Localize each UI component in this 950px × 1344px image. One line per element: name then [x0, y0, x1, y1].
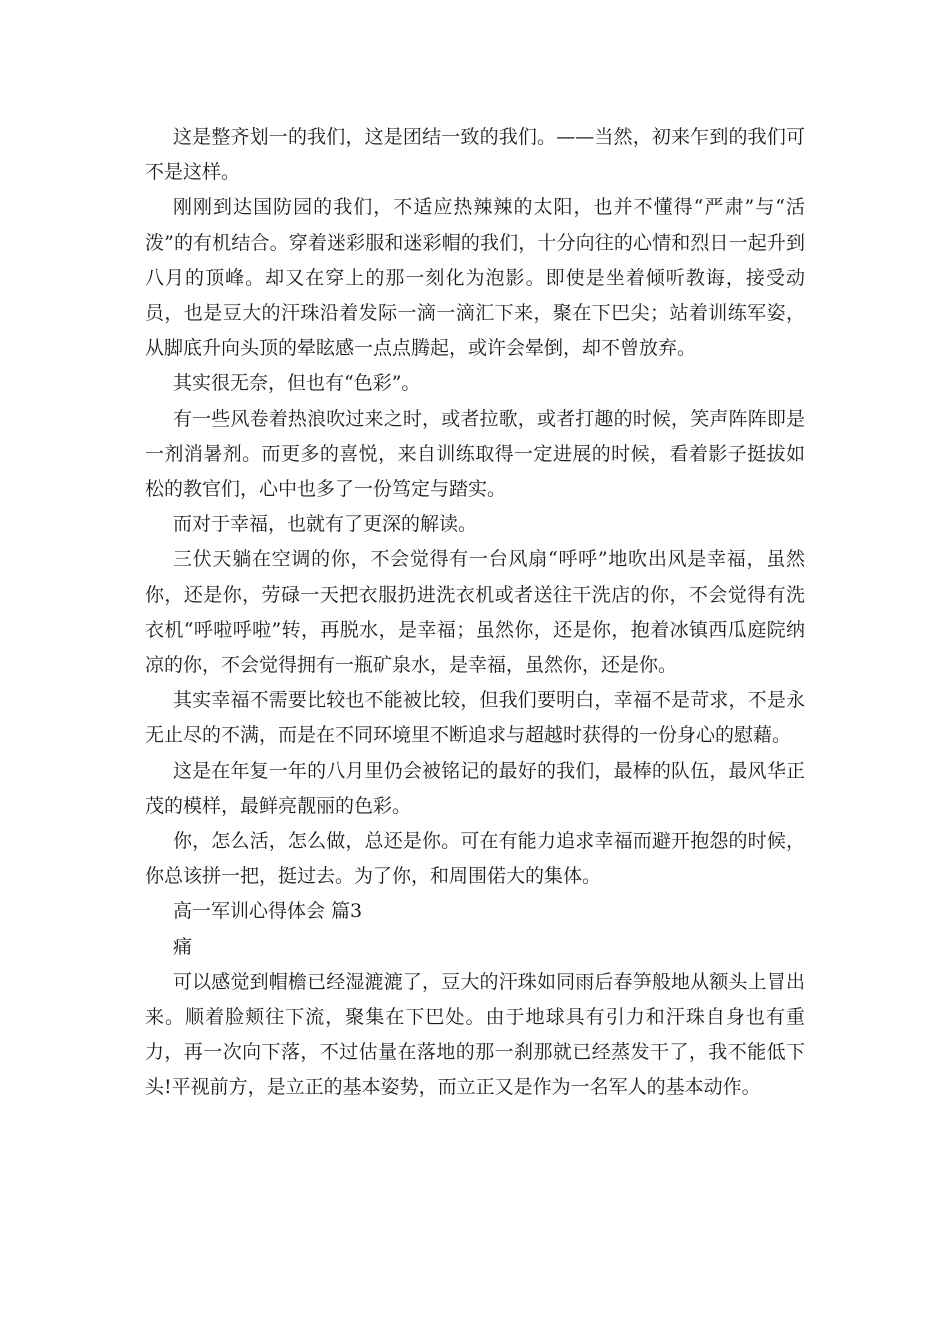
- paragraph-4: 有一些风卷着热浪吹过来之时，或者拉歌，或者打趣的时候，笑声阵阵即是一剂消暑剂。而更多的喜悦，来自训练取得一定进展的时候，看着影子挺拔如松的教官们，心中也多了一份笃定与踏实。: [145, 407, 805, 501]
- paragraph-3: 其实很无奈，但也有“色彩”。: [173, 372, 421, 395]
- paragraph-6: 三伏天躺在空调的你，不会觉得有一台风扇“呼呼”地吹出风是幸福，虽然你，还是你，劳碌一天把衣服扔进洗衣机或者送往干洗店的你，不会觉得有洗衣机“呼啦呼啦”转，再脱水，是幸福；虽然你，还是你，抱着冰镇西瓜庭院纳凉的你，不会觉得拥有一瓶矿泉水，是幸福，虽然你，还是你。: [145, 548, 805, 677]
- paragraph-2: 刚刚到达国防园的我们，不适应热辣辣的太阳，也并不懂得“严肃”与“活泼”的有机结合。穿着迷彩服和迷彩帽的我们，十分向往的心情和烈日一起升到八月的顶峰。却又在穿上的那一刻化为泡影。即使是坐着倾听教诲，接受动员，也是豆大的汗珠沿着发际一滴一滴汇下来，聚在下巴尖；站着训练军姿，从脚底升向头顶的晕眩感一点点腾起，或许会晕倒，却不曾放弃。: [145, 196, 805, 360]
- paragraph-1: 这是整齐划一的我们，这是团结一致的我们。——当然，初来乍到的我们可不是这样。: [145, 126, 805, 184]
- paragraph-9: 你，怎么活，怎么做，总还是你。可在有能力追求幸福而避开抱怨的时候，你总该拼一把，挺过去。为了你，和周围偌大的集体。: [145, 830, 805, 888]
- section-title: 高一军训心得体会 篇3: [173, 900, 363, 923]
- section-subtitle: 痛: [173, 935, 193, 958]
- document-body: [145, 120, 805, 1106]
- paragraph-7: 其实幸福不需要比较也不能被比较，但我们要明白，幸福不是苛求，不是永无止尽的不满，而是在不同环境里不断追求与超越时获得的一份身心的慰藉。: [145, 689, 805, 747]
- paragraph-8: 这是在年复一年的八月里仍会被铭记的最好的我们，最棒的队伍，最风华正茂的模样，最鲜亮靓丽的色彩。: [145, 759, 805, 817]
- section-paragraph-1: 可以感觉到帽檐已经湿漉漉了，豆大的汗珠如同雨后春笋般地从额头上冒出来。顺着脸颊往下流，聚集在下巴处。由于地球具有引力和汗珠自身也有重力，再一次向下落，不过估量在落地的那一刹那就已经蒸发干了，我不能低下头!平视前方，是立正的基本姿势，而立正又是作为一名军人的基本动作。: [145, 970, 805, 1099]
- paragraph-5: 而对于幸福，也就有了更深的解读。: [173, 513, 478, 536]
